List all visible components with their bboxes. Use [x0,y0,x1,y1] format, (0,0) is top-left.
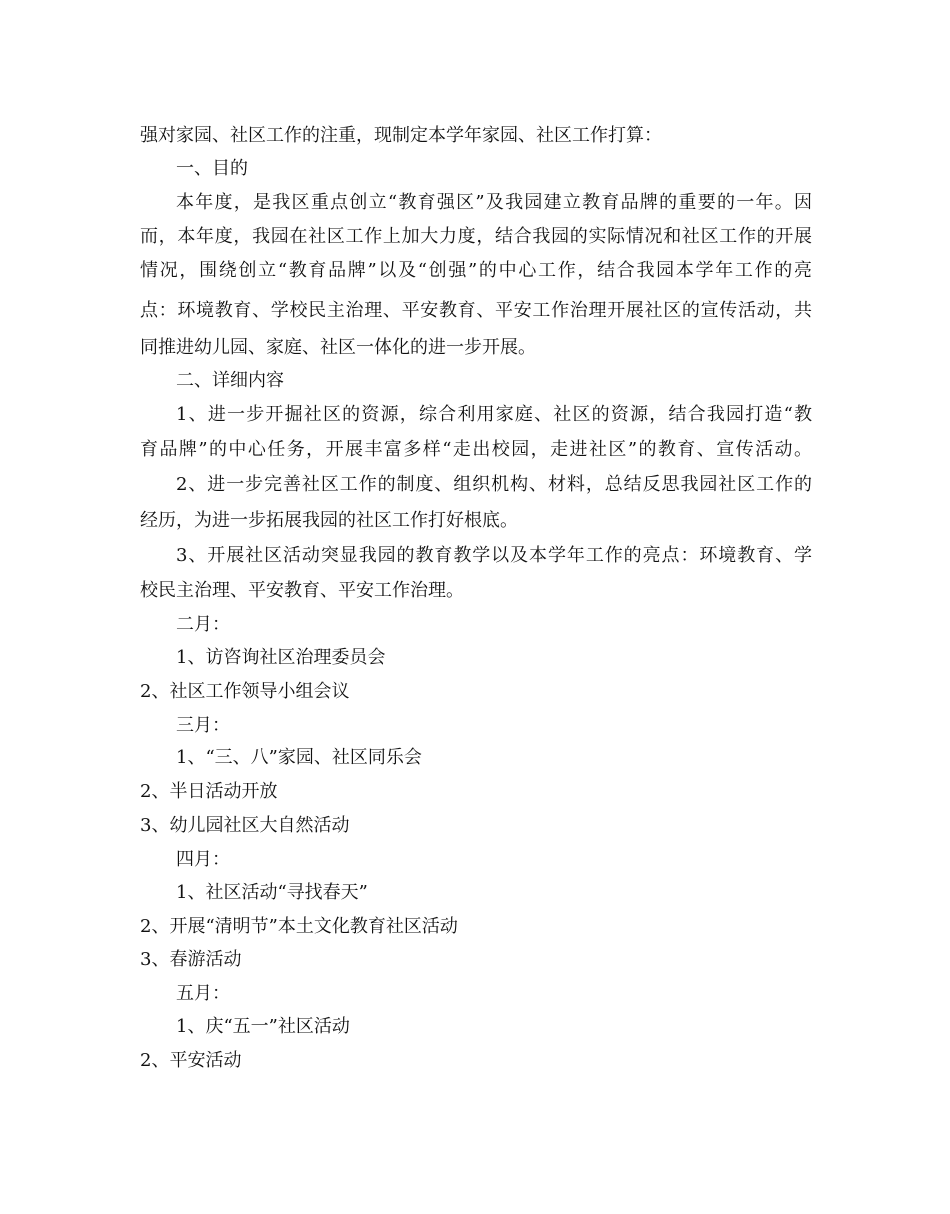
list-item: 3、幼儿园社区大自然活动 [140,815,350,836]
list-item: 1、社区活动“寻找春天” [176,882,368,903]
text-line: 同推进幼儿园、家庭、社区一体化的进一步开展。 [140,337,536,358]
text-line: 1、进一步开掘社区的资源，综合利用家庭、社区的资源，结合我园打造“教 [176,404,812,425]
month-heading: 三月： [176,715,230,736]
text-line: 点：环境教育、学校民主治理、平安教育、平安工作治理开展社区的宣传活动，共 [140,300,812,321]
text-line: 强对家园、社区工作的注重，现制定本学年家园、社区工作打算： [140,125,662,146]
text-line: 3、开展社区活动突显我园的教育教学以及本学年工作的亮点：环境教育、学 [176,545,812,566]
list-item: 1、“三、八”家园、社区同乐会 [176,747,422,768]
section-heading: 二、详细内容 [176,370,284,391]
list-item: 2、社区工作领导小组会议 [140,681,350,702]
text-line: 校民主治理、平安教育、平安工作治理。 [140,580,464,601]
list-item: 2、半日活动开放 [140,781,278,802]
text-line: 而，本年度，我园在社区工作上加大力度，结合我园的实际情况和社区工作的开展 [140,226,812,247]
month-heading: 二月： [176,614,230,635]
list-item: 2、平安活动 [140,1050,242,1071]
list-item: 2、开展“清明节”本土文化教育社区活动 [140,916,458,937]
list-item: 1、访咨询社区治理委员会 [176,647,386,668]
text-line: 2、进一步完善社区工作的制度、组织机构、材料，总结反思我园社区工作的 [176,474,812,495]
text-line: 经历，为进一步拓展我园的社区工作打好根底。 [140,510,518,531]
text-line: 情况，围绕创立“教育品牌”以及“创强”的中心工作，结合我园本学年工作的亮 [140,260,812,281]
month-heading: 五月： [176,983,230,1004]
month-heading: 四月： [176,849,230,870]
section-heading: 一、目的 [176,158,248,179]
text-line: 本年度，是我区重点创立“教育强区”及我园建立教育品牌的重要的一年。因 [176,192,812,213]
list-item: 1、庆“五一”社区活动 [176,1016,350,1037]
list-item: 3、春游活动 [140,949,242,970]
text-line: 育品牌”的中心任务，开展丰富多样“走出校园，走进社区”的教育、宣传活动。 [140,439,812,460]
